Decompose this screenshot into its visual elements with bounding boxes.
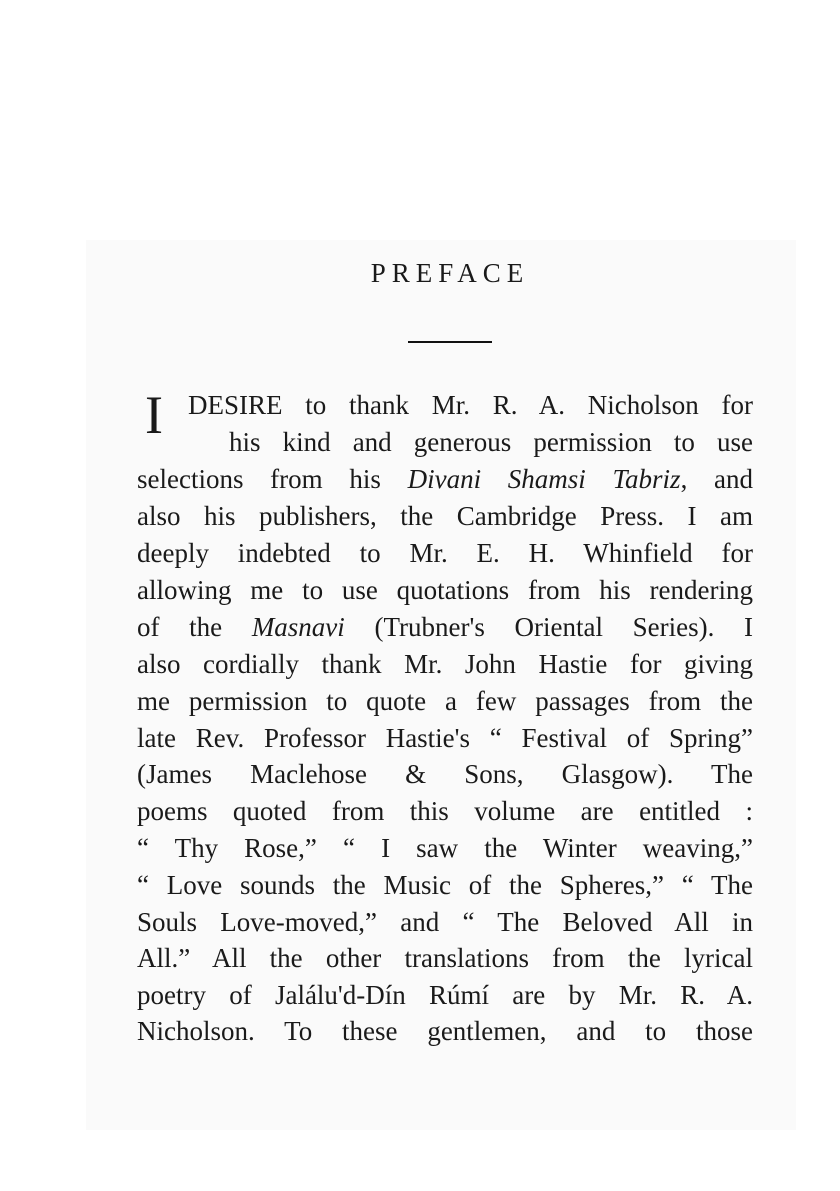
- page-title: PREFACE: [370, 258, 530, 288]
- text-line: Souls Love-moved,” and “ The Beloved All in: [137, 907, 753, 937]
- text-line: poems quoted from this volume are entitled :: [137, 796, 753, 826]
- text-line: also his publishers, the Cambridge Press. I am: [137, 501, 753, 531]
- text-line: All.” All the other translations from the lyrical: [137, 943, 753, 973]
- text-line: late Rev. Professor Hastie's “ Festival of Spring”: [137, 723, 753, 753]
- title-italic: Divani Shamsi Tabriz: [407, 464, 681, 494]
- text-line: deeply indebted to Mr. E. H. Whinfield for: [137, 538, 753, 568]
- title-rule: [408, 341, 492, 343]
- text-line: (James Maclehose & Sons, Glasgow). The: [137, 759, 753, 789]
- text-line: his kind and generous permission to use: [229, 427, 753, 457]
- title-italic: Masnavi: [251, 612, 345, 642]
- text-line: “ Love sounds the Music of the Spheres,” “ The: [137, 870, 753, 900]
- text-line: me permission to quote a few passages from the: [137, 686, 753, 716]
- text-line: selections from his Divani Shamsi Tabriz, and: [137, 464, 754, 494]
- text-line: Nicholson. To these gentlemen, and to those: [137, 1016, 753, 1046]
- text-line: DESIRE to thank Mr. R. A. Nicholson for: [188, 390, 753, 420]
- text-line: “ Thy Rose,” “ I saw the Winter weaving,”: [137, 833, 753, 863]
- drop-cap: I: [145, 385, 163, 445]
- text-line: poetry of Jalálu'd-Dín Rúmí are by Mr. R. A.: [137, 980, 753, 1010]
- text-line: allowing me to use quotations from his rendering: [137, 575, 753, 605]
- text-line: also cordially thank Mr. John Hastie for giving: [137, 649, 753, 679]
- text-line: of the Masnavi (Trubner's Oriental Series). I: [137, 612, 753, 642]
